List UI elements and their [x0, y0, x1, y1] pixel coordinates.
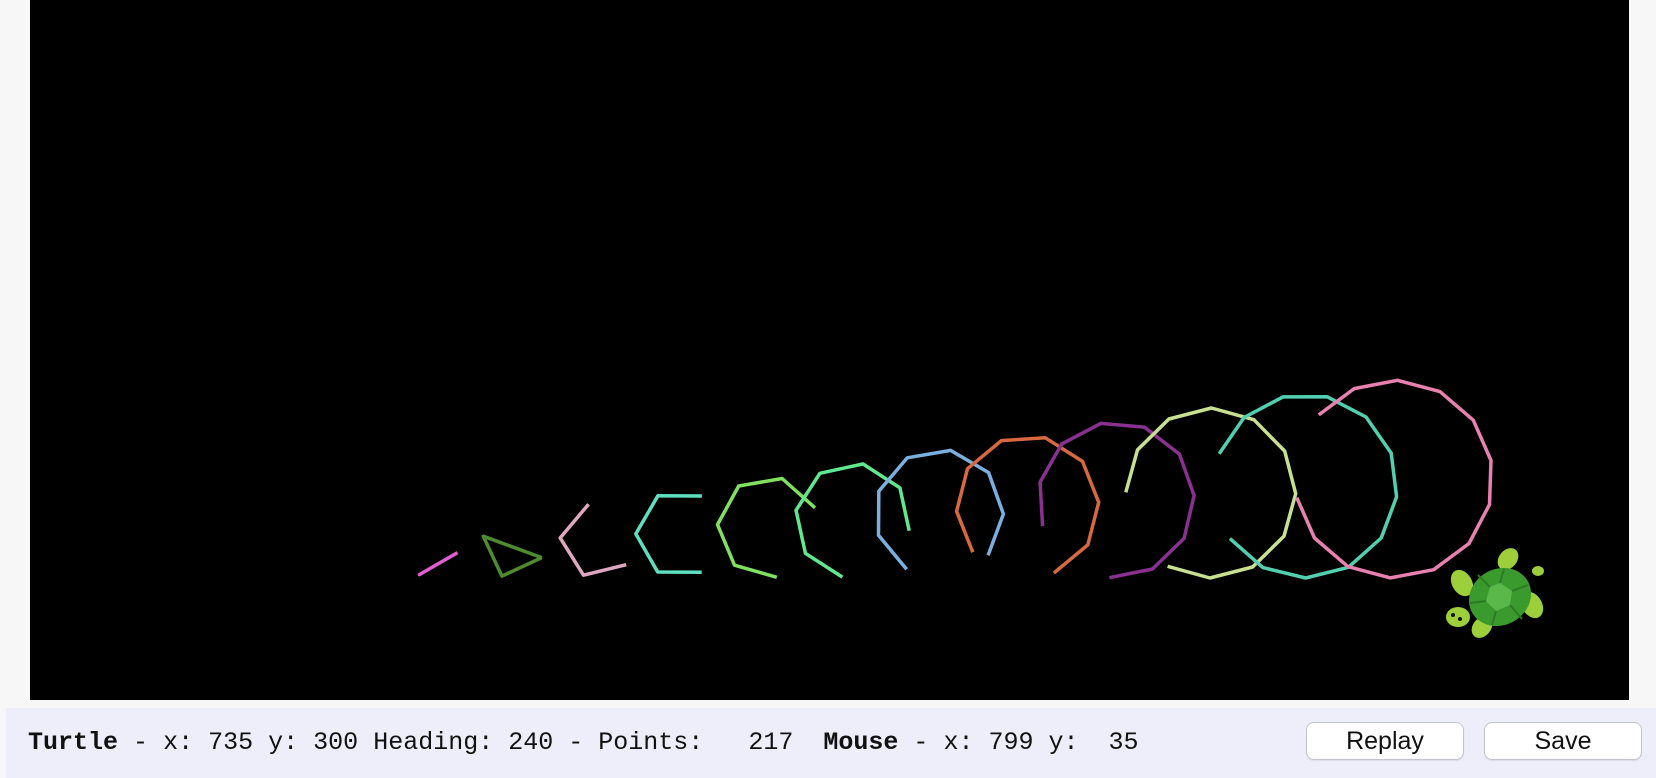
points-value: 217	[748, 728, 794, 757]
polygon-10-sides	[957, 438, 1099, 573]
heading-value: 240	[508, 728, 554, 757]
mouse-y-label: y:	[1048, 728, 1079, 757]
points-label: Points:	[598, 728, 704, 757]
save-button[interactable]: Save	[1484, 722, 1642, 760]
mouse-x-value: 799	[988, 728, 1034, 757]
polygon-4-sides	[483, 536, 542, 576]
mouse-y-value: 35	[1108, 728, 1139, 757]
polygon-13-sides	[1219, 397, 1396, 578]
status-bar	[6, 708, 1656, 778]
mouse-x-label: x:	[943, 728, 974, 757]
mouse-label: Mouse	[823, 728, 899, 757]
heading-label: Heading:	[373, 728, 494, 757]
status-readout	[28, 726, 1139, 760]
polygon-trail	[419, 380, 1491, 578]
turtle-label: Turtle	[28, 728, 119, 757]
polygon-6-sides	[636, 496, 702, 572]
turtle-y-label: y:	[268, 728, 299, 757]
turtle-x-label: x:	[163, 728, 194, 757]
turtle-icon	[1446, 544, 1548, 642]
polygon-11-sides	[1040, 423, 1194, 577]
turtle-canvas[interactable]	[30, 0, 1629, 700]
polygon-9-sides	[879, 450, 1004, 569]
turtle-y-value: 300	[313, 728, 359, 757]
polygon-5-sides	[560, 504, 626, 575]
turtle-x-value: 735	[208, 728, 254, 757]
drawing-surface	[30, 0, 1629, 700]
separator: -	[913, 728, 929, 757]
separator: -	[133, 728, 149, 757]
polygon-8-sides	[796, 464, 909, 577]
polygon-3-sides	[419, 553, 457, 575]
replay-button[interactable]: Replay	[1306, 722, 1464, 760]
separator: -	[568, 728, 584, 757]
